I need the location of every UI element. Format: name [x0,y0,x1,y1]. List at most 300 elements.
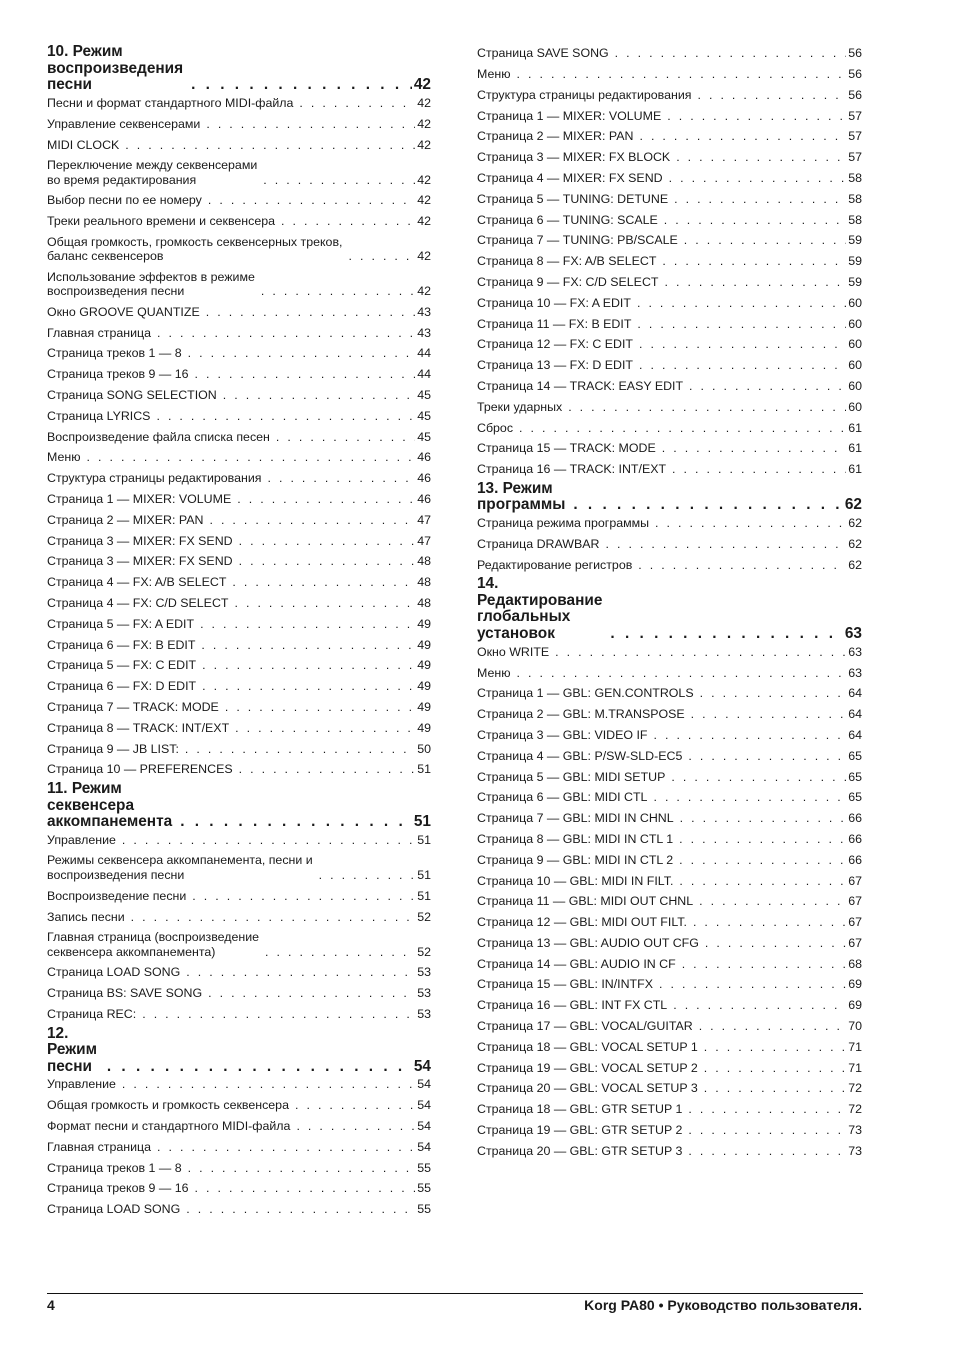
toc-entry-title: Страница SONG SELECTION [47,388,217,403]
toc-page-number: 65 [848,769,862,784]
dot-leader [700,686,847,701]
toc-entry [477,888,862,909]
toc-page-number: 45 [417,408,431,423]
toc-entry [477,642,862,659]
toc-page-number: 73 [848,1123,862,1138]
toc-entry [47,673,431,694]
toc-entry-title: Страница 10 — GBL: MIDI IN FILT. [477,873,674,888]
dot-leader [125,138,415,153]
dot-leader [225,700,415,715]
toc-entry [47,652,431,673]
dot-leader [142,1007,415,1022]
toc-entry [477,123,862,144]
toc-page-number: 55 [417,1160,431,1175]
toc-page-number: 57 [848,129,862,144]
toc-entry-title: Страница 15 — TRACK: MODE [477,441,656,456]
footer-rule [47,1293,863,1294]
toc-entry-title: Страница 7 — TRACK: MODE [47,700,219,715]
toc-section-heading [477,572,862,642]
toc-entry [47,980,431,1001]
dot-leader [639,358,846,373]
dot-leader [208,986,415,1001]
toc-page-number: 66 [848,852,862,867]
toc-page-number: 43 [417,304,431,319]
toc-entry-title: Страница 16 — TRACK: INT/EXT [477,462,667,477]
toc-entry [47,1075,431,1092]
toc-entry [477,394,862,415]
toc-entry [47,131,431,152]
dot-leader [319,868,416,883]
toc-page-number: 42 [417,193,431,208]
toc-entry [477,659,862,680]
dot-leader [265,945,415,960]
toc-page-number: 72 [848,1081,862,1096]
toc-entry [477,248,862,269]
toc-page-number: 66 [848,811,862,826]
dot-leader [672,462,846,477]
dot-leader [679,832,846,847]
toc-entry-title: Страница треков 1 — 8 [47,346,182,361]
toc-entry [477,950,862,971]
dot-leader [188,1161,416,1176]
dot-leader [192,889,415,904]
dot-leader [107,1059,412,1076]
toc-entry-title: Страница LYRICS [47,408,151,423]
toc-page-number: 42 [417,137,431,152]
toc-entry [477,552,862,573]
toc-entry [47,299,431,320]
toc-entry [47,507,431,528]
dot-leader [200,617,415,632]
toc-page-number: 47 [417,533,431,548]
toc-heading-title: 13. Режим программы [477,479,566,514]
toc-entry [47,486,431,507]
toc-entry-title: Общая громкость и громкость секвенсера [47,1098,289,1113]
toc-heading-title: 10. Режим воспроизведения песни [47,43,184,93]
toc-page-number: 53 [417,986,431,1001]
toc-entry [47,611,431,632]
toc-entry-title: Управление [47,832,116,847]
toc-entry [477,930,862,951]
toc-entry [47,403,431,424]
toc-page-number: 49 [417,637,431,652]
dot-leader [122,833,415,848]
toc-entry [47,848,431,883]
dot-leader [688,1144,846,1159]
toc-section-heading [47,1022,431,1076]
dot-leader [691,707,847,722]
toc-page-number: 61 [848,420,862,435]
dot-leader [348,249,415,264]
toc-page-number: 71 [848,1060,862,1075]
toc-entry-title: Страница DRAWBAR [477,536,600,551]
toc-page-number: 65 [848,790,862,805]
toc-page-number: 64 [848,707,862,722]
toc-page-number: 42 [417,95,431,110]
page-number: 4 [47,1297,55,1313]
dot-leader [185,742,415,757]
dot-leader [679,874,846,889]
toc-entry-title: Страница треков 1 — 8 [47,1160,182,1175]
toc-page-number: 55 [417,1202,431,1217]
toc-entry [477,82,862,103]
toc-entry [47,340,431,361]
toc-entry [477,971,862,992]
toc-entry [47,382,431,403]
toc-page-number: 68 [848,956,862,971]
toc-entry-title: Сброс [477,420,514,435]
toc-entry-title: Страница 13 — GBL: AUDIO OUT CFG [477,935,699,950]
dot-leader [202,658,415,673]
toc-entry-title: Страница 10 — FX: A EDIT [477,295,631,310]
dot-leader [157,1140,415,1155]
toc-entry [477,290,862,311]
toc-entry-title: Страница 6 — GBL: MIDI CTL [477,790,648,805]
toc-entry [47,959,431,980]
toc-entry-title: Страница 1 — MIXER: VOLUME [47,492,232,507]
dot-leader [680,811,847,826]
dot-leader [674,192,846,207]
toc-entry-title: Главная страница (воспроизведение секвенсера аккомпанемента) [47,929,260,959]
toc-entry [47,590,431,611]
toc-entry [47,1113,431,1134]
toc-entry [47,111,431,132]
toc-page-number: 72 [848,1102,862,1117]
toc-section-heading [47,777,431,831]
toc-page-number: 51 [417,888,431,903]
toc-entry-title: Страница 5 — FX: C EDIT [47,658,197,673]
toc-entry-title: Страница 2 — MIXER: PAN [477,129,634,144]
toc-page-number: 67 [848,915,862,930]
toc-entry-title: Страница 19 — GBL: VOCAL SETUP 2 [477,1060,698,1075]
dot-leader [693,915,846,930]
toc-entry-title: Страница 8 — FX: A/B SELECT [477,254,657,269]
dot-leader [669,171,847,186]
toc-entry-title: Страница 6 — FX: D EDIT [47,679,197,694]
toc-page-number: 47 [417,512,431,527]
toc-entry-title: Страница 5 — FX: A EDIT [47,616,195,631]
dot-leader [209,513,415,528]
dot-leader [87,450,416,465]
dot-leader [517,666,847,681]
dot-leader [639,129,846,144]
toc-page-number: 42 [417,249,431,264]
toc-entry [47,903,431,924]
dot-leader [186,965,415,980]
dot-leader [202,679,415,694]
toc-section-heading [47,40,431,94]
toc-entry [47,444,431,465]
dot-leader [206,117,415,132]
toc-entry-title: Треки ударных [477,399,563,414]
dot-leader [653,728,846,743]
dot-leader [568,400,846,415]
toc-entry [477,331,862,352]
toc-entry [477,186,862,207]
toc-entry-title: Страница режима программы [477,516,650,531]
toc-page-number: 46 [417,450,431,465]
toc-entry [477,61,862,82]
toc-entry [477,1138,862,1159]
dot-leader [615,46,847,61]
toc-page-number: 73 [848,1143,862,1158]
toc-page-number: 49 [417,616,431,631]
toc-page-number: 59 [848,233,862,248]
toc-entry-title: Меню [47,450,81,465]
toc-page-number: 51 [417,762,431,777]
toc-page-number: 67 [848,935,862,950]
toc-page-number: 66 [848,831,862,846]
toc-page-number: 67 [848,894,862,909]
toc-entry [477,1034,862,1055]
toc-entry [47,924,431,959]
toc-page-number: 44 [417,346,431,361]
toc-entry-title: Страница SAVE SONG [477,46,609,61]
toc-entry-title: Страница 3 — GBL: VIDEO IF [477,727,648,742]
toc-page-number: 56 [848,46,862,61]
dot-leader [276,430,415,445]
toc-entry [47,735,431,756]
toc-entry [47,1196,431,1217]
toc-page-number: 51 [417,832,431,847]
toc-entry [477,102,862,123]
toc-entry-title: Страница 3 — MIXER: FX SEND [47,533,233,548]
toc-entry-title: Страница треков 9 — 16 [47,1181,189,1196]
dot-leader [704,1081,846,1096]
toc-entry-title: Страница 6 — FX: B EDIT [47,637,196,652]
toc-page-number: 58 [848,212,862,227]
toc-page-number: 49 [417,679,431,694]
toc-entry [477,1013,862,1034]
toc-page-number: 60 [848,295,862,310]
toc-page-number: 54 [417,1119,431,1133]
toc-page-number: 49 [417,700,431,715]
dot-leader [234,596,415,611]
toc-entry-title: Страница 18 — GBL: VOCAL SETUP 1 [477,1039,698,1054]
toc-entry-title: Страница 4 — MIXER: FX SEND [477,170,663,185]
toc-entry-title: Управление [47,1077,116,1092]
toc-entry-title: Страница 14 — GBL: AUDIO IN CF [477,956,676,971]
toc-entry-title: Страница 20 — GBL: VOCAL SETUP 3 [477,1081,698,1096]
toc-page-number: 44 [417,367,431,382]
toc-page-number: 59 [848,254,862,269]
toc-entry [477,1054,862,1075]
dot-leader [235,721,415,736]
toc-entry-title: Страница 13 — FX: D EDIT [477,358,633,373]
toc-entry [477,784,862,805]
toc-entry [477,373,862,394]
toc-page-number: 48 [417,554,431,569]
dot-leader [206,305,415,320]
toc-entry [477,514,862,531]
toc-entry [47,423,431,444]
toc-entry [477,206,862,227]
toc-entry-title: Страница 2 — MIXER: PAN [47,512,204,527]
toc-entry-title: Страница 12 — FX: C EDIT [477,337,633,352]
toc-page-number: 60 [848,399,862,414]
toc-entry [47,465,431,486]
toc-entry-title: Страница 4 — FX: A/B SELECT [47,575,227,590]
toc-entry [477,531,862,552]
dot-leader [682,957,847,972]
dot-leader [573,497,843,514]
toc-page-number: 52 [417,909,431,924]
toc-page-number: 63 [848,665,862,680]
toc-page-number: 63 [848,644,862,659]
dot-leader [555,645,846,660]
toc-page-number: 42 [417,116,431,131]
dot-leader [208,193,415,208]
toc-entry [477,847,862,868]
toc-entry [47,361,431,382]
toc-entry [477,805,862,826]
dot-leader [704,1061,846,1076]
toc-entry [477,435,862,456]
toc-entry-title: Окно GROOVE QUANTIZE [47,304,200,319]
toc-entry [47,883,431,904]
toc-entry [47,1092,431,1113]
toc-page-number: 65 [848,748,862,763]
toc-section-heading [477,477,862,514]
toc-page-number: 60 [848,316,862,331]
toc-page-number: 55 [417,1181,431,1196]
dot-leader [653,790,846,805]
toc-entry-title: Запись песни [47,909,125,924]
toc-entry-title: Использование эффектов в режиме воспроизведения песни [47,269,255,299]
toc-entry [47,831,431,848]
toc-entry-title: Страница 1 — GBL: GEN.CONTROLS [477,686,694,701]
toc-page-number: 45 [417,429,431,444]
toc-entry-title: Страница 8 — GBL: MIDI IN CTL 1 [477,831,674,846]
toc-entry-title: Страница REC: [47,1006,137,1021]
toc-entry [47,631,431,652]
toc-heading-title: 12. Режим песни [47,1024,97,1075]
dot-leader [667,109,846,124]
toc-entry [477,1096,862,1117]
dot-leader [122,1077,415,1092]
dot-leader [679,853,846,868]
toc-entry [477,1075,862,1096]
toc-entry [47,1134,431,1155]
toc-page-number: 69 [848,977,862,992]
toc-entry-title: Страница 5 — TUNING: DETUNE [477,191,669,206]
dot-leader [664,275,846,290]
toc-entry [47,208,431,229]
toc-page-number: 63 [844,624,862,642]
dot-leader [684,233,846,248]
toc-page-number: 58 [848,170,862,185]
toc-entry-title: Страница 8 — TRACK: INT/EXT [47,720,230,735]
toc-page-number: 45 [417,388,431,403]
toc-page-number: 70 [848,1019,862,1034]
toc-entry-title: Страница 1 — MIXER: VOLUME [477,108,662,123]
dot-leader [605,537,846,552]
toc-entry [477,456,862,477]
dot-leader [194,367,415,382]
dot-leader [239,762,416,777]
toc-entry [477,722,862,743]
toc-entry-title: Страница треков 9 — 16 [47,367,189,382]
toc-page-number: 50 [417,741,431,756]
toc-right-column [477,40,862,1158]
toc-page-number: 46 [417,471,431,486]
dot-leader [671,770,846,785]
toc-page-number: 69 [848,998,862,1013]
toc-page-number: 53 [417,965,431,980]
toc-entry [477,909,862,930]
toc-entry [47,264,431,299]
toc-entry [477,352,862,373]
toc-entry-title: Страница 4 — FX: C/D SELECT [47,596,229,611]
toc-entry-title: Страница 16 — GBL: INT FX CTL [477,998,668,1013]
toc-entry [477,1117,862,1138]
toc-entry [477,763,862,784]
dot-leader [186,1202,415,1217]
toc-entry-title: Главная страница [47,325,152,340]
toc-entry [47,187,431,208]
dot-leader [519,421,846,436]
toc-entry [477,826,862,847]
toc-entry [477,227,862,248]
toc-entry-title: Страница 7 — TUNING: PB/SCALE [477,233,678,248]
dot-leader [156,409,415,424]
toc-entry-title: Страница 14 — TRACK: EASY EDIT [477,378,684,393]
toc-page-number: 64 [848,686,862,701]
dot-leader [688,749,846,764]
dot-leader [281,214,415,229]
toc-entry-title: Страница 12 — GBL: MIDI OUT FILT. [477,915,687,930]
toc-entry-title: Страница 20 — GBL: GTR SETUP 3 [477,1143,683,1158]
dot-leader [676,150,846,165]
toc-page-number: 61 [848,441,862,456]
toc-entry-title: Песни и формат стандартного MIDI-файла [47,95,294,110]
toc-entry [477,165,862,186]
toc-heading-title: 14. Редактирование глобальных установок [477,575,603,642]
toc-page-number: 42 [413,76,431,93]
dot-leader [237,492,415,507]
toc-page-number: 61 [848,462,862,477]
toc-page-number: 57 [848,150,862,165]
toc-entry-title: Меню [477,665,511,680]
toc-page-number: 42 [417,284,431,299]
dot-leader [610,626,842,643]
dot-leader [295,1098,415,1113]
toc-entry-title: MIDI CLOCK [47,137,120,152]
toc-page-number: 62 [848,557,862,572]
toc-page-number: 54 [417,1139,431,1154]
toc-page-number: 58 [848,191,862,206]
toc-entry-title: Структура страницы редактирования [477,87,692,102]
toc-page-number: 54 [413,1057,431,1075]
dot-leader [157,326,415,341]
toc-entry-title: Страница 6 — TUNING: SCALE [477,212,658,227]
toc-entry-title: Страница 9 — GBL: MIDI IN CTL 2 [477,852,674,867]
toc-entry [477,144,862,165]
dot-leader [239,554,416,569]
toc-page-number: 46 [417,492,431,507]
dot-leader [263,173,415,188]
dot-leader [662,254,846,269]
toc-left-column [47,40,431,1217]
dot-leader [699,894,846,909]
dot-leader [637,317,846,332]
toc-entry-title: Структура страницы редактирования [47,471,262,486]
toc-entry [47,94,431,111]
dot-leader [296,1119,415,1134]
toc-entry-title: Страница 2 — GBL: M.TRANSPOSE [477,707,685,722]
dot-leader [659,977,846,992]
dot-leader [299,96,415,111]
